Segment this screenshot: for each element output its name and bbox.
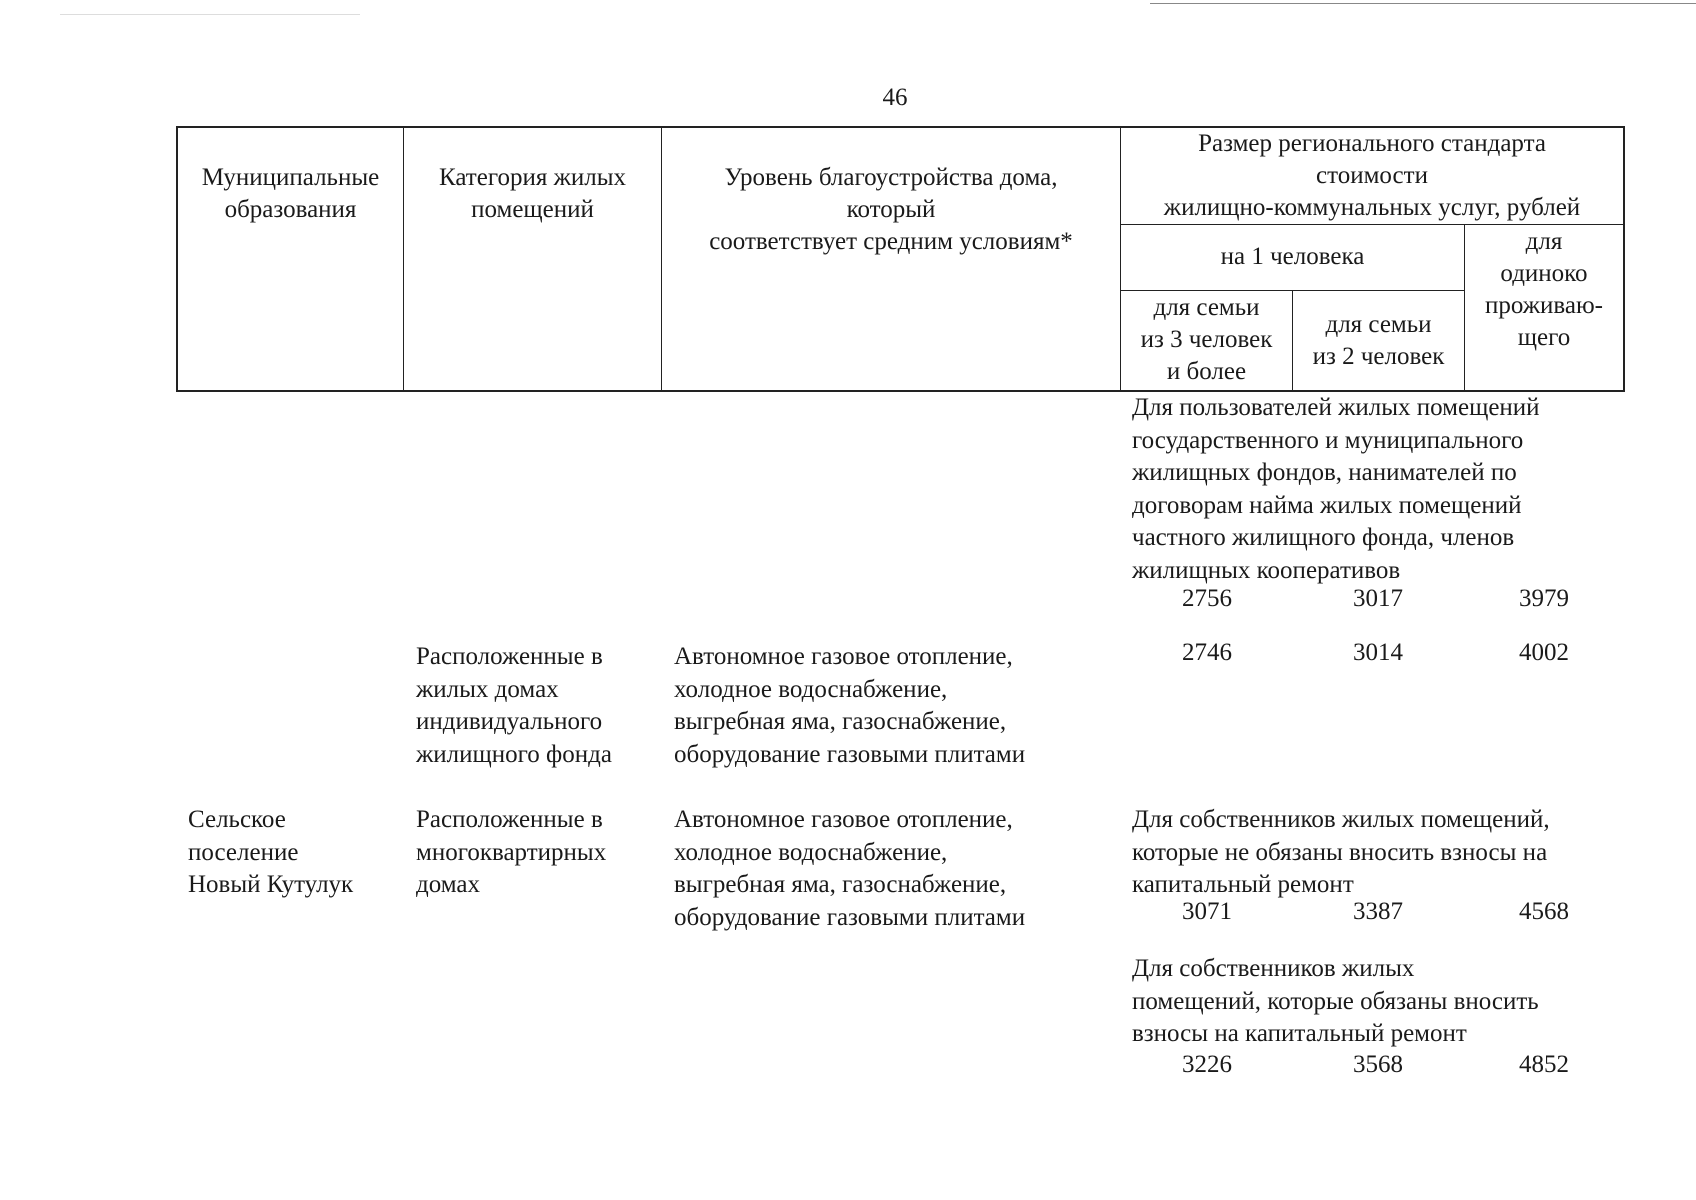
- value-single: 4568: [1519, 898, 1569, 925]
- header-level: Уровень благоустройства дома, который соответствует средним условиям*: [709, 164, 1073, 255]
- header-family-2: для семьи из 2 человек: [1312, 311, 1445, 370]
- header-municipal: Муниципальные образования: [201, 164, 380, 223]
- category-individual: Расположенные в жилых домах индивидуального жилищного фонда: [416, 643, 612, 768]
- header-category: Категория жилых помещений: [439, 164, 626, 223]
- value-family2: 3387: [1353, 898, 1403, 925]
- page-number: 46: [882, 84, 908, 111]
- level-apartment: Автономное газовое отопление, холодное водоснабжение, выгребная яма, газоснабжение, оборудование газовыми плитами: [674, 806, 1026, 931]
- note-owners-repair: Для собственников жилых помещений, которые обязаны вносить взносы на капитальный ремонт: [1132, 955, 1539, 1047]
- municipality-name: Сельское поселение Новый Кутулук: [188, 806, 354, 898]
- level-individual: Автономное газовое отопление, холодное водоснабжение, выгребная яма, газоснабжение, оборудование газовыми плитами: [674, 643, 1026, 768]
- value-family2: 3017: [1353, 585, 1403, 612]
- value-family3: 3226: [1182, 1051, 1232, 1078]
- value-family2: 3014: [1353, 639, 1403, 666]
- header-family-3: для семьи из 3 человек и более: [1140, 294, 1273, 385]
- category-apartment: Расположенные в многоквартирных домах: [416, 806, 607, 898]
- note-owners-no-repair: Для собственников жилых помещений, которые не обязаны вносить взносы на капитальный ремонт: [1132, 806, 1550, 898]
- scan-artifact: [60, 14, 360, 15]
- header-single: для одиноко проживаю- щего: [1485, 228, 1603, 351]
- value-family3: 3071: [1182, 898, 1232, 925]
- header-standard: Размер регионального стандарта стоимости жилищно-коммунальных услуг, рублей: [1163, 130, 1581, 221]
- value-family2: 3568: [1353, 1051, 1403, 1078]
- value-single: 4852: [1519, 1051, 1569, 1078]
- value-single: 4002: [1519, 639, 1569, 666]
- value-single: 3979: [1519, 585, 1569, 612]
- note-tenants: Для пользователей жилых помещений государственного и муниципального жилищных фондов, нанимателей по договорам найма жилых помещений частного жилищного фонда, членов жилищных кооперативов: [1132, 394, 1540, 584]
- value-family3: 2746: [1182, 639, 1232, 666]
- scan-artifact: [1150, 3, 1696, 4]
- value-family3: 2756: [1182, 585, 1232, 612]
- header-per-person: на 1 человека: [1220, 243, 1365, 270]
